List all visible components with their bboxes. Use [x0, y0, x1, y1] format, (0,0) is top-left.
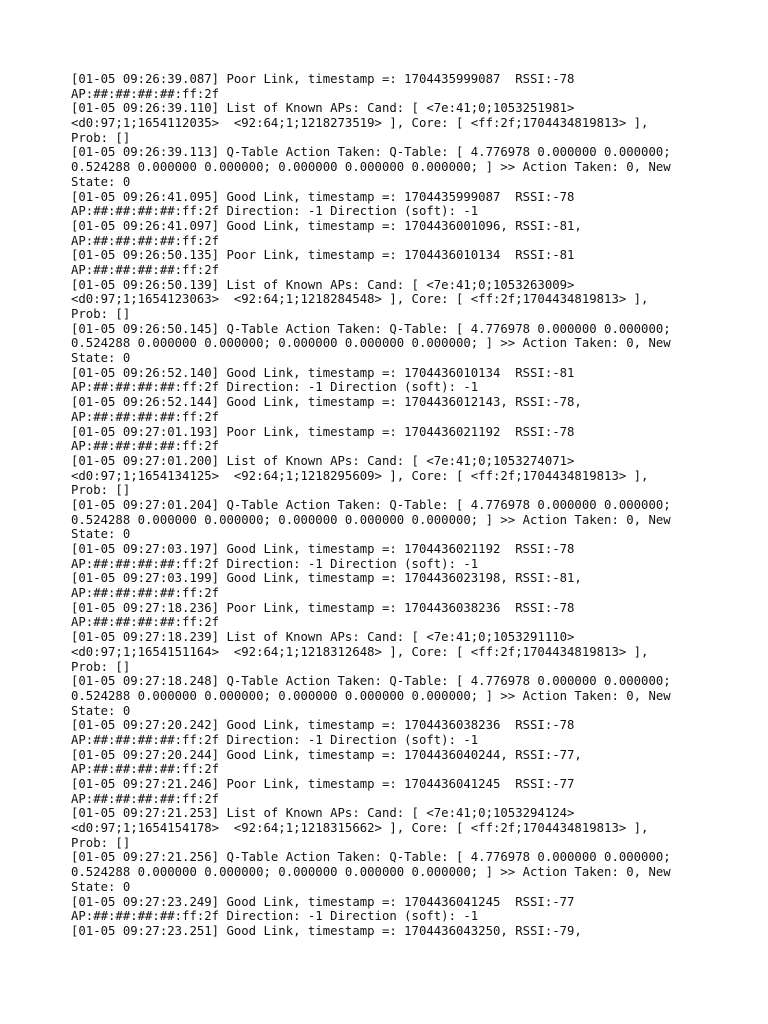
log-line: 0.524288 0.000000 0.000000; 0.000000 0.000000 0.000000; ] >> Action Taken: 0, New: [71, 688, 671, 703]
log-line: Prob: []: [71, 130, 131, 145]
log-line: <d0:97;1;1654123063> <92:64;1;1218284548> ], Core: [ <ff:2f;1704434819813> ],: [71, 292, 649, 307]
log-line: [01-05 09:26:52.144] Good Link, timestamp =: 1704436012143, RSSI:-78,: [71, 395, 582, 410]
log-line: AP:##:##:##:##:ff:2f Direction: -1 Direction (soft): -1: [71, 556, 479, 571]
log-line: [01-05 09:27:18.239] List of Known APs: Cand: [ <7e:41;0;1053291110>: [71, 630, 575, 645]
log-line: [01-05 09:27:21.256] Q-Table Action Taken: Q-Table: [ 4.776978 0.000000 0.000000;: [71, 850, 671, 865]
log-line: AP:##:##:##:##:ff:2f Direction: -1 Direction (soft): -1: [71, 909, 479, 924]
log-line: AP:##:##:##:##:ff:2f: [71, 439, 220, 454]
log-line: Prob: []: [71, 307, 131, 321]
log-line: AP:##:##:##:##:ff:2f: [71, 262, 220, 277]
log-line: 0.524288 0.000000 0.000000; 0.000000 0.000000 0.000000; ] >> Action Taken: 0, New: [71, 160, 671, 175]
log-line: State: 0: [71, 351, 131, 366]
log-line: Prob: []: [71, 659, 131, 674]
log-line: <d0:97;1;1654154178> <92:64;1;1218315662> ], Core: [ <ff:2f;1704434819813> ],: [71, 821, 649, 836]
log-line: AP:##:##:##:##:ff:2f: [71, 586, 220, 601]
log-line: [01-05 09:27:20.242] Good Link, timestamp =: 1704436038236 RSSI:-78: [71, 718, 575, 733]
log-line: <d0:97;1;1654151164> <92:64;1;1218312648> ], Core: [ <ff:2f;1704434819813> ],: [71, 644, 649, 659]
log-line: Prob: []: [71, 835, 131, 850]
log-line: AP:##:##:##:##:ff:2f: [71, 86, 220, 101]
log-line: [01-05 09:26:41.097] Good Link, timestamp =: 1704436001096, RSSI:-81,: [71, 218, 582, 233]
log-line: Prob: []: [71, 483, 131, 498]
log-line: <d0:97;1;1654134125> <92:64;1;1218295609> ], Core: [ <ff:2f;1704434819813> ],: [71, 468, 649, 483]
log-line: [01-05 09:26:39.113] Q-Table Action Taken: Q-Table: [ 4.776978 0.000000 0.000000;: [71, 145, 671, 160]
log-line: [01-05 09:26:41.095] Good Link, timestamp =: 1704435999087 RSSI:-78: [71, 189, 575, 204]
log-line: <d0:97;1;1654112035> <92:64;1;1218273519> ], Core: [ <ff:2f;1704434819813> ],: [71, 116, 649, 131]
log-line: [01-05 09:27:18.236] Poor Link, timestamp =: 1704436038236 RSSI:-78: [71, 600, 575, 615]
log-line: 0.524288 0.000000 0.000000; 0.000000 0.000000 0.000000; ] >> Action Taken: 0, New: [71, 512, 671, 527]
log-line: AP:##:##:##:##:ff:2f: [71, 233, 220, 248]
log-line: [01-05 09:27:20.244] Good Link, timestamp =: 1704436040244, RSSI:-77,: [71, 747, 582, 762]
log-line: [01-05 09:26:52.140] Good Link, timestamp =: 1704436010134 RSSI:-81: [71, 365, 575, 380]
log-line: [01-05 09:27:03.199] Good Link, timestamp =: 1704436023198, RSSI:-81,: [71, 571, 582, 586]
log-line: [01-05 09:26:50.135] Poor Link, timestamp =: 1704436010134 RSSI:-81: [71, 248, 575, 263]
log-line: [01-05 09:27:01.204] Q-Table Action Taken: Q-Table: [ 4.776978 0.000000 0.000000;: [71, 497, 671, 512]
log-line: AP:##:##:##:##:ff:2f: [71, 615, 220, 630]
log-line: [01-05 09:27:23.249] Good Link, timestamp =: 1704436041245 RSSI:-77: [71, 894, 575, 909]
log-line: [01-05 09:26:50.145] Q-Table Action Taken: Q-Table: [ 4.776978 0.000000 0.000000;: [71, 321, 671, 336]
log-line: AP:##:##:##:##:ff:2f Direction: -1 Direction (soft): -1: [71, 204, 479, 219]
log-line: AP:##:##:##:##:ff:2f: [71, 791, 220, 806]
log-line: [01-05 09:27:23.251] Good Link, timestamp =: 1704436043250, RSSI:-79,: [71, 923, 582, 938]
log-line: [01-05 09:27:21.246] Poor Link, timestamp =: 1704436041245 RSSI:-77: [71, 777, 575, 791]
log-line: [01-05 09:26:39.110] List of Known APs: Cand: [ <7e:41;0;1053251981>: [71, 101, 575, 116]
log-line: [01-05 09:27:01.193] Poor Link, timestamp =: 1704436021192 RSSI:-78: [71, 424, 575, 439]
log-line: [01-05 09:27:21.253] List of Known APs: Cand: [ <7e:41;0;1053294124>: [71, 806, 575, 821]
log-line: State: 0: [71, 703, 131, 718]
log-line: 0.524288 0.000000 0.000000; 0.000000 0.000000 0.000000; ] >> Action Taken: 0, New: [71, 336, 671, 351]
log-line: [01-05 09:27:18.248] Q-Table Action Taken: Q-Table: [ 4.776978 0.000000 0.000000;: [71, 674, 671, 689]
log-line: AP:##:##:##:##:ff:2f: [71, 409, 220, 424]
log-line: State: 0: [71, 879, 131, 894]
log-line: State: 0: [71, 527, 131, 542]
log-line: AP:##:##:##:##:ff:2f: [71, 762, 220, 777]
log-line: [01-05 09:27:01.200] List of Known APs: Cand: [ <7e:41;0;1053274071>: [71, 453, 575, 468]
log-line: [01-05 09:27:03.197] Good Link, timestamp =: 1704436021192 RSSI:-78: [71, 542, 575, 556]
log-line: AP:##:##:##:##:ff:2f Direction: -1 Direction (soft): -1: [71, 732, 479, 747]
log-line: [01-05 09:26:50.139] List of Known APs: Cand: [ <7e:41;0;1053263009>: [71, 277, 575, 292]
log-line: 0.524288 0.000000 0.000000; 0.000000 0.000000 0.000000; ] >> Action Taken: 0, New: [71, 865, 671, 880]
log-line: AP:##:##:##:##:ff:2f Direction: -1 Direction (soft): -1: [71, 380, 479, 395]
log-line: [01-05 09:26:39.087] Poor Link, timestamp =: 1704435999087 RSSI:-78: [71, 72, 575, 86]
log-line: State: 0: [71, 174, 131, 189]
log-document: [71, 72, 691, 939]
